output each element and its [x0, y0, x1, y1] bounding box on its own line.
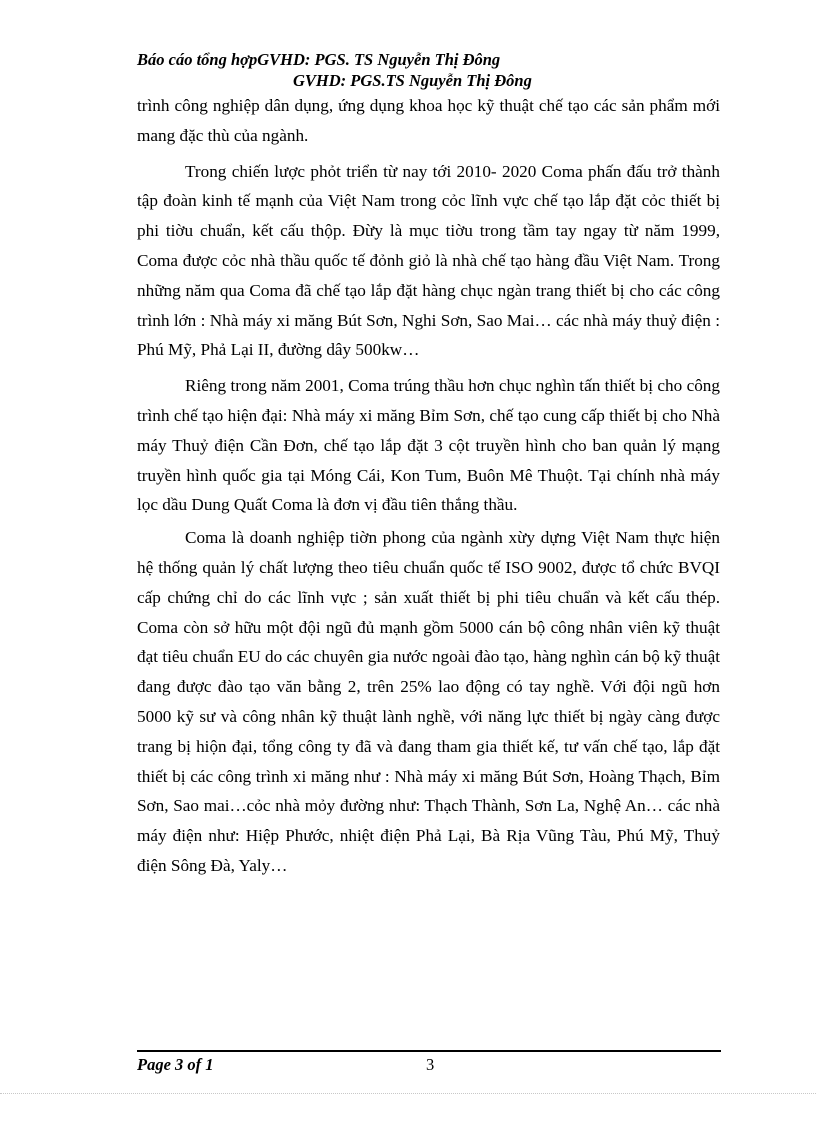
footer-divider — [137, 1050, 721, 1052]
footer-page-label: Page 3 of 1 — [137, 1055, 214, 1074]
footer-page-number: 3 — [426, 1055, 435, 1074]
paragraph-2001-contracts: Riêng trong năm 2001, Coma trúng thầu hơn chục nghìn tấn thiết bị cho công trình chế tạo hiện đại: Nhà máy xi măng Bỉm Sơn, chế tạo cung cấp thiết bị cho Nhà máy Thuỷ điện Cần Đơn, chế tạo lắp đặt 3 cột truyền hình cho ban quản lý mạng truyền hình quốc gia tại Móng Cái, Kon Tum, Buôn Mê Thuột. Tại chính nhà máy lọc dầu Dung Quất Coma là đơn vị đầu tiên thắng thầu. — [137, 376, 720, 515]
paragraph-quality-workforce: Coma là doanh nghiệp tiờn phong của ngành xừy dựng Việt Nam thực hiện hệ thống quản lý chất lượng theo tiêu chuẩn quốc tế ISO 9002, được tổ chức BVQI cấp chứng chỉ do các lĩnh vực ; sản xuất thiết bị phi tiêu chuẩn và kết cấu thép. Coma còn sở hữu một đội ngũ đủ mạnh gồm 5000 cán bộ công nhân viên kỹ thuật đạt tiêu chuẩn EU do các chuyên gia nước ngoài đào tạo, hàng nghìn cán bộ kỹ thuật đang được đào tạo văn bằng 2, trên 25% lao động có tay nghề. Với đội ngũ hơn 5000 kỹ sư và công nhân kỹ thuật lành nghề, với năng lực thiết bị ngày càng được trang bị hiộn đại, tổng công ty đã và đang tham gia thiết kế, tư vấn chế tạo, lắp đặt thiết bị các công trình xi măng như : Nhà máy xi măng Bút Sơn, Hoàng Thạch, Bỉm Sơn, Sao mai…cỏc nhà mỏy đường như: Thạch Thành, Sơn La, Nghệ An… các nhà máy điện như: Hiệp Phước, nhiệt điện Phả Lại, Bà Rịa Vũng Tàu, Phú Mỹ, Thuỷ điện Sông Đà, Yaly… — [137, 528, 720, 875]
paragraph-strategy: Trong chiến lược phỏt triển từ nay tới 2010- 2020 Coma phấn đấu trở thành tập đoàn kinh tế mạnh của Việt Nam trong cỏc lĩnh vực chế tạo lắp đặt cỏc thiết bị phi tiờu chuẩn, kết cấu thộp. Đừy là mục tiờu trong tầm tay ngay từ năm 1999, Coma được cỏc nhà thầu quốc tế đỏnh giỏ là nhà chế tạo hàng đầu Việt Nam. Trong những năm qua Coma đã chế tạo lắp đặt hàng chục ngàn trang thiết bị cho các công trình lớn : Nhà máy xi măng Bút Sơn, Nghi Sơn, Sao Mai… các nhà máy thuỷ điện : Phú Mỹ, Phả Lại II, đường dây 500kw… — [137, 161, 720, 360]
running-header-line-2: GVHD: PGS.TS Nguyễn Thị Đông — [293, 71, 532, 90]
page-bottom-edge — [0, 1093, 816, 1094]
running-header-line-1: Báo cáo tổng hợpGVHD: PGS. TS Nguyễn Thị Đông — [137, 50, 501, 69]
paragraph-continuation: trình công nghiệp dân dụng, ứng dụng khoa học kỹ thuật chế tạo các sản phẩm mới mang đặc thù của ngành. — [137, 96, 720, 145]
document-body — [137, 91, 720, 881]
